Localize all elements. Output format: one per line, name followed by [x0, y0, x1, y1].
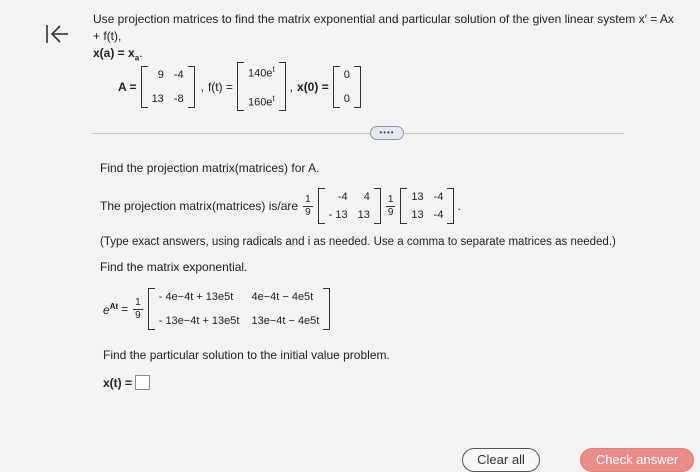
matrix-A-cell: -8 — [173, 92, 184, 105]
vector-x0-cell: 0 — [343, 68, 350, 81]
exponential-matrix — [148, 288, 331, 330]
matrix-A-cell: 13 — [151, 92, 164, 105]
matrix-exponential: $e^{At}$ = $\frac{1}{9}$ - 4e−4t + 13e5t 4e−4t − 4e5t - 13e−4t + 13e5t 13e−4t − 4e5t — [103, 288, 330, 330]
exponential-cell-1-1: - 4e−4t + 13e5t — [158, 291, 234, 303]
vector-f-cell: $160e^t$ — [247, 93, 275, 109]
matrix-cell: 13 — [357, 209, 370, 221]
vector-f — [237, 62, 286, 111]
answer-input-box[interactable] — [135, 375, 150, 390]
particular-label: x(t) = — [103, 375, 133, 390]
check-answer-button[interactable]: Check answer — [580, 448, 694, 472]
fraction: $\frac{1}{9}$ — [387, 193, 394, 218]
projection-answer: The projection matrix(matrices) is/are $\frac{1}{9}$ -4 4 - 13 13 $\frac{1}{9}$ 13 -4 13 -4 . — [100, 188, 461, 224]
x0-label: x(0) = — [297, 79, 329, 94]
exponential-label: $e^{At}$ — [103, 301, 119, 317]
A-label: A = — [118, 79, 137, 94]
projection-matrix-2 — [400, 188, 454, 224]
problem-line-2: $x(a) = x_a$. — [93, 46, 143, 63]
input-hint: (Type exact answers, using radicals and i as needed. Use a comma to separate matrices as needed.) — [100, 236, 616, 248]
vector-f-cell: $140e^t$ — [247, 65, 275, 80]
f-label: f(t) = — [207, 79, 233, 94]
matrix-cell: 4 — [363, 191, 370, 203]
matrix-cell: - 13 — [328, 209, 348, 221]
vector-x0-cell: 0 — [343, 92, 350, 105]
problem-line-1: Use projection matrices to find the matrix exponential and particular solution of the given linear system x′ = Ax + f(t), — [93, 12, 674, 43]
matrix-cell: -4 — [337, 191, 348, 203]
fraction: $\frac{1}{9}$ — [305, 193, 311, 218]
exponential-cell-2-1: - 13e−4t + 13e5t — [158, 315, 240, 327]
vector-x0 — [333, 66, 361, 108]
matrix-A-cell: -4 — [173, 68, 184, 81]
problem-statement — [93, 11, 683, 66]
matrix-cell: 13 — [411, 209, 424, 221]
fraction: $\frac{1}{9}$ — [135, 296, 141, 321]
exponential-cell-1-2: 4e−4t − 4e5t — [251, 291, 314, 303]
matrix-A-cell: 9 — [157, 68, 164, 81]
system-definition: A = 9 -4 13 -8 , f(t) = $140e^t$ $160e^t$ , x(0) = 0 0 — [118, 62, 361, 111]
projection-prompt: Find the projection matrix(matrices) for A. — [100, 161, 320, 175]
clear-all-button[interactable]: Clear all — [462, 448, 540, 472]
matrix-cell: -4 — [433, 209, 444, 221]
matrix-cell: -4 — [433, 191, 444, 203]
section-divider — [92, 133, 624, 134]
particular-answer — [103, 375, 150, 390]
matrix-A — [141, 66, 195, 108]
back-arrow-icon[interactable] — [44, 22, 70, 46]
matrix-cell: 13 — [411, 191, 424, 203]
exponential-cell-2-2: 13e−4t − 4e5t — [251, 315, 320, 327]
more-button[interactable]: •••• — [370, 126, 404, 140]
projection-matrix-1 — [318, 188, 381, 224]
particular-prompt: Find the particular solution to the initial value problem. — [103, 348, 390, 362]
projection-answer-label: The projection matrix(matrices) is/are — [100, 199, 299, 213]
exponential-prompt: Find the matrix exponential. — [100, 260, 248, 274]
